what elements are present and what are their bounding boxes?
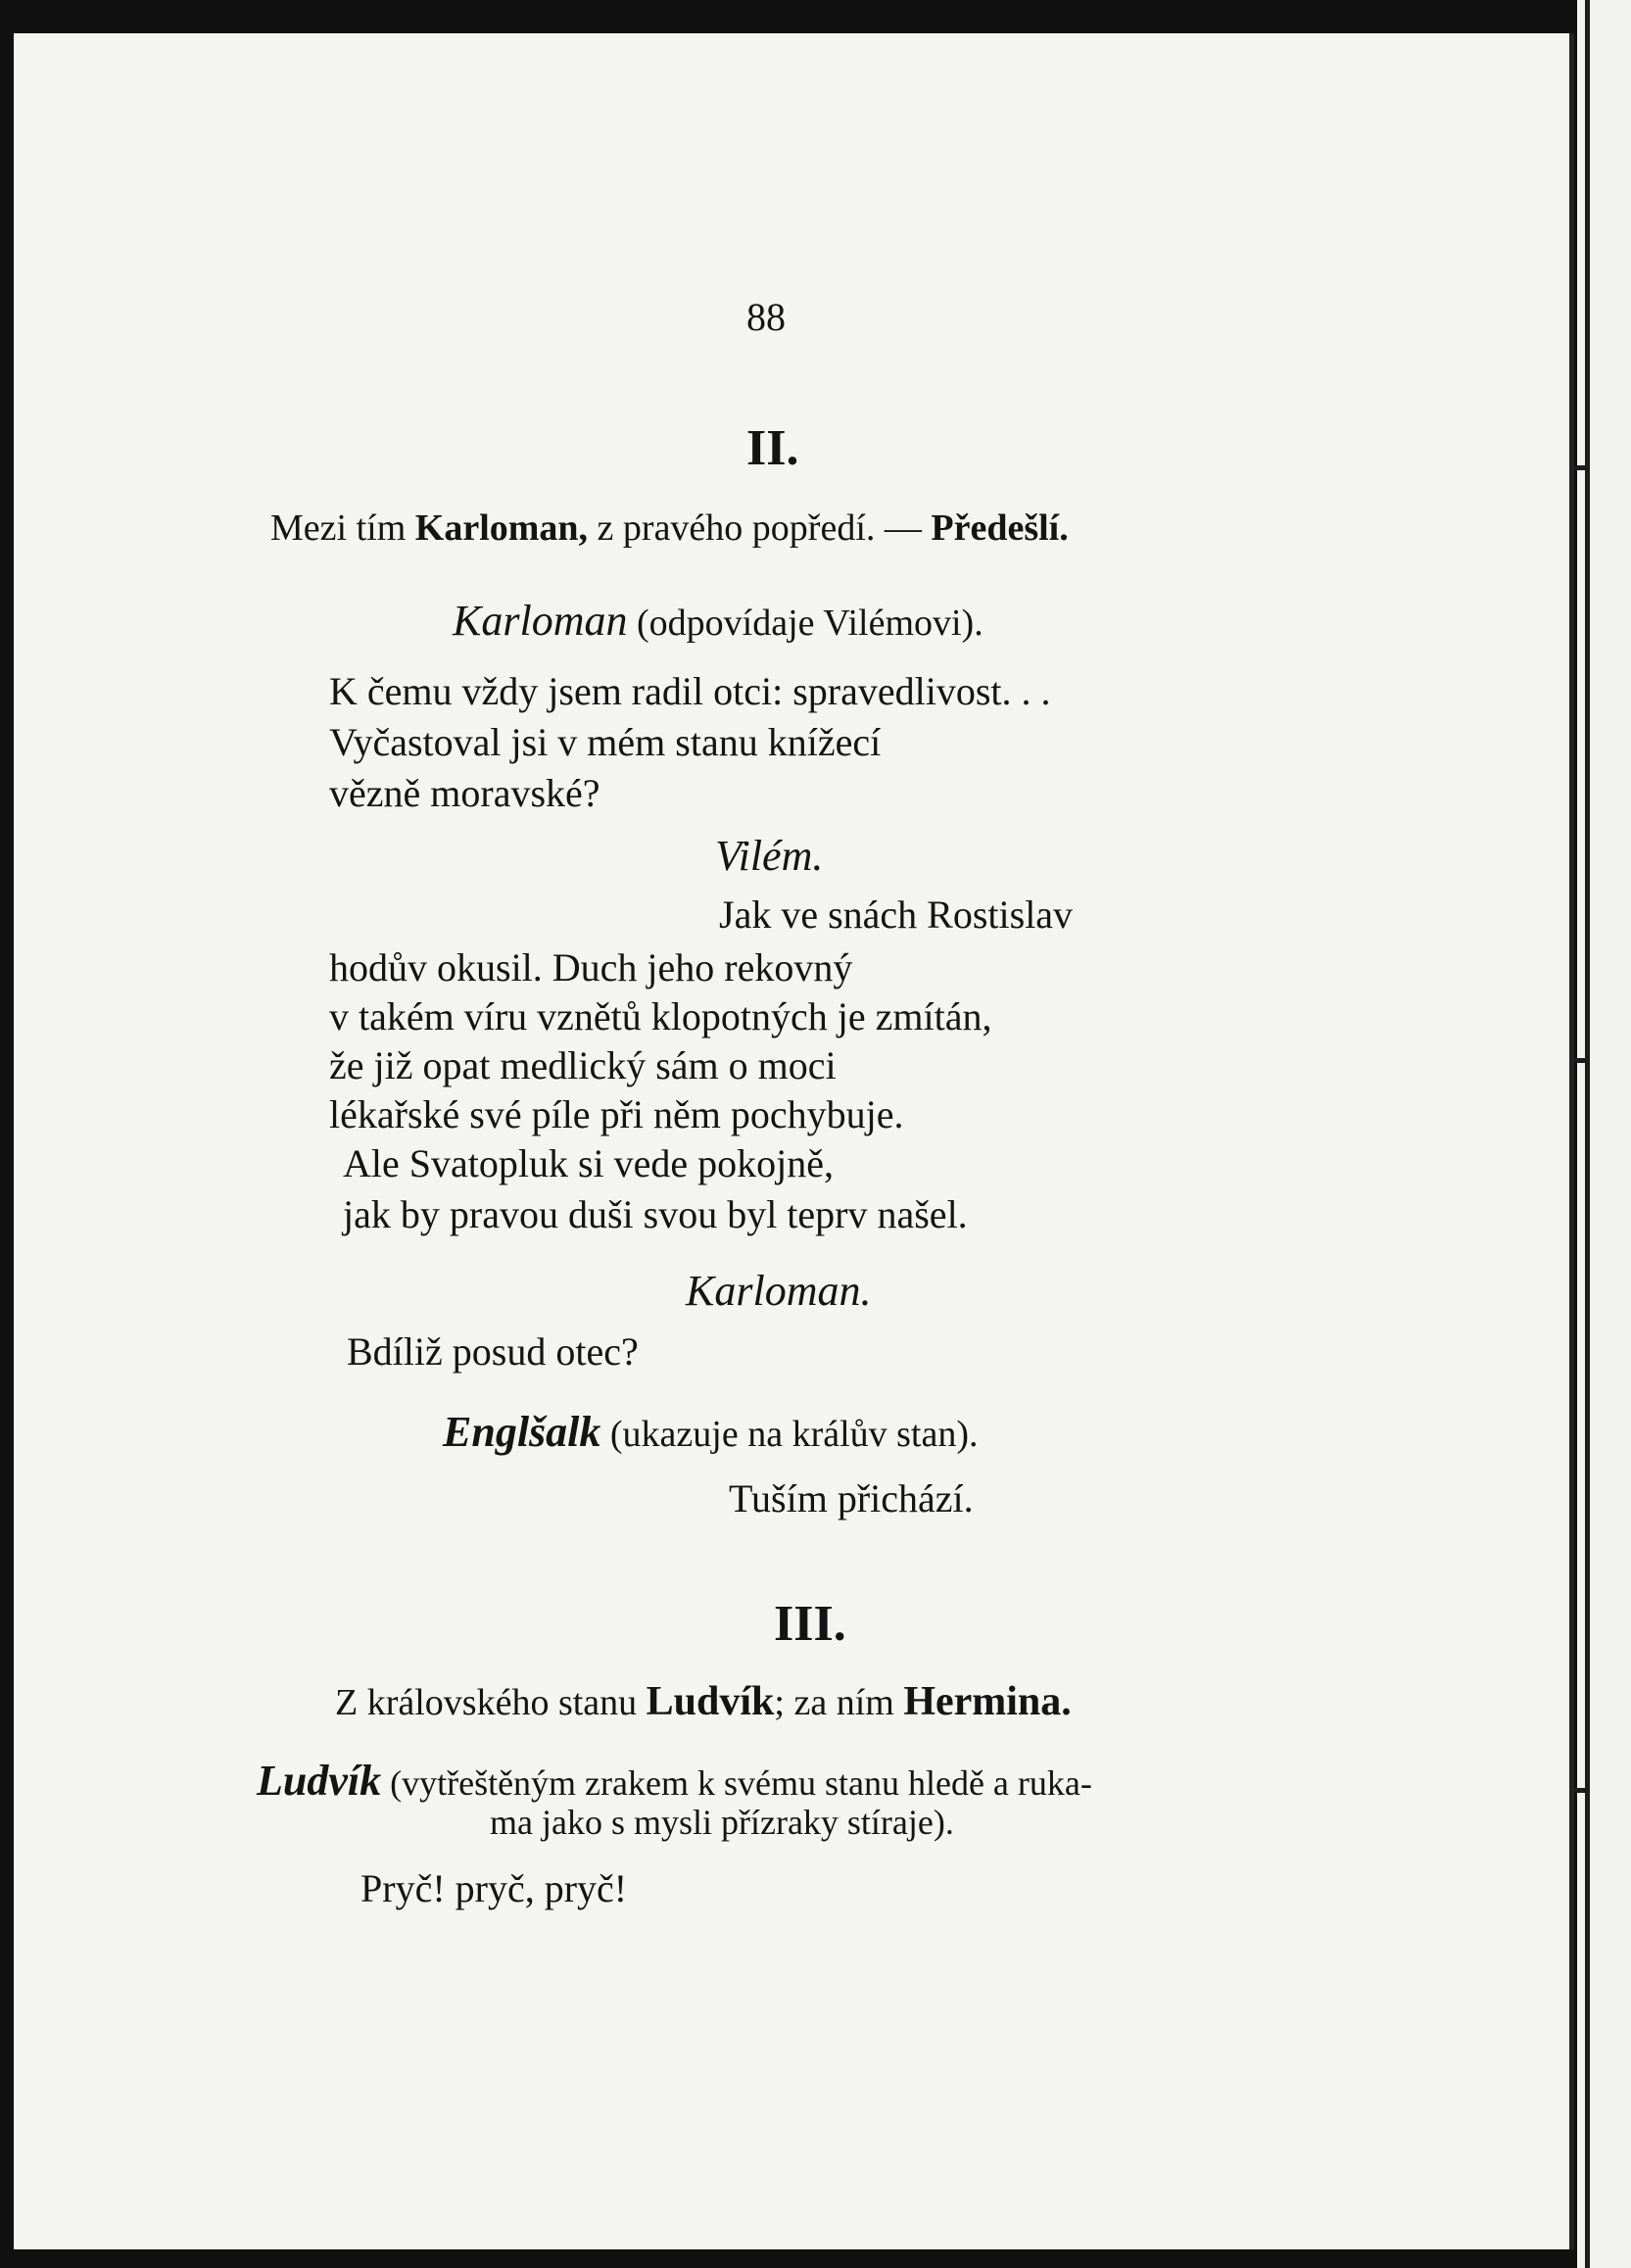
stage-text: z pravého popředí. — bbox=[588, 507, 932, 549]
verse-line: lékařské své píle při něm pochybuje. bbox=[329, 1092, 904, 1136]
section-heading-iii: III. bbox=[774, 1596, 846, 1652]
verse-line: Tuším přichází. bbox=[729, 1476, 974, 1520]
verse-line: K čemu vždy jsem radil otci: spravedlivost. . . bbox=[329, 669, 1051, 713]
book-page bbox=[14, 33, 1574, 2249]
character-name: Karloman, bbox=[414, 507, 589, 549]
speaker-name: Englšalk bbox=[443, 1408, 601, 1456]
stage-direction: (ukazuje na králův stan). bbox=[600, 1414, 979, 1455]
stage-direction-continued: ma jako s mysli přízraky stíraje). bbox=[490, 1803, 954, 1842]
verse-line: vězně moravské? bbox=[329, 771, 600, 815]
stage-direction-ii bbox=[270, 509, 1069, 547]
speaker-name: Karloman bbox=[453, 597, 628, 645]
character-name: Ludvík bbox=[646, 1679, 775, 1724]
verse-line: Bdíliž posud otec? bbox=[347, 1329, 639, 1374]
speaker-karloman bbox=[453, 597, 983, 645]
margin-rule bbox=[1585, 0, 1590, 2268]
verse-line: že již opat medlický sám o moci bbox=[329, 1043, 837, 1087]
speaker-ludvik bbox=[257, 1757, 1092, 1805]
verse-line: hodův okusil. Duch jeho rekovný bbox=[329, 945, 853, 989]
stage-text: Mezi tím bbox=[270, 507, 415, 549]
verse-line: jak by pravou duši svou byl teprv našel. bbox=[343, 1192, 968, 1236]
character-name: Hermina. bbox=[903, 1679, 1072, 1724]
speaker-englsalk bbox=[443, 1408, 979, 1456]
speaker-name: Ludvík bbox=[257, 1757, 382, 1805]
stage-direction: (odpovídaje Vilémovi). bbox=[627, 603, 983, 644]
verse-line: Vyčastoval jsi v mém stanu knížecí bbox=[329, 720, 882, 764]
verse-line: Pryč! pryč, pryč! bbox=[360, 1866, 628, 1910]
speaker-vilem: Vilém. bbox=[715, 832, 824, 880]
stage-text: Z královského stanu bbox=[335, 1682, 647, 1723]
page-number: 88 bbox=[746, 295, 786, 339]
verse-line: Ale Svatopluk si vede pokojně, bbox=[343, 1141, 835, 1185]
verse-line: Jak ve snách Rostislav bbox=[719, 893, 1074, 937]
character-name: Předešlí. bbox=[931, 507, 1069, 549]
verse-line: v takém víru vznětů klopotných je zmítán, bbox=[329, 994, 992, 1038]
stage-direction-iii bbox=[335, 1681, 1072, 1722]
speaker-karloman-2: Karloman. bbox=[686, 1267, 872, 1315]
stage-text: ; za ním bbox=[774, 1682, 904, 1723]
section-heading-ii: II. bbox=[746, 420, 799, 476]
stage-direction: (vytřeštěným zrakem k svému stanu hledě a ruka- bbox=[381, 1763, 1092, 1803]
